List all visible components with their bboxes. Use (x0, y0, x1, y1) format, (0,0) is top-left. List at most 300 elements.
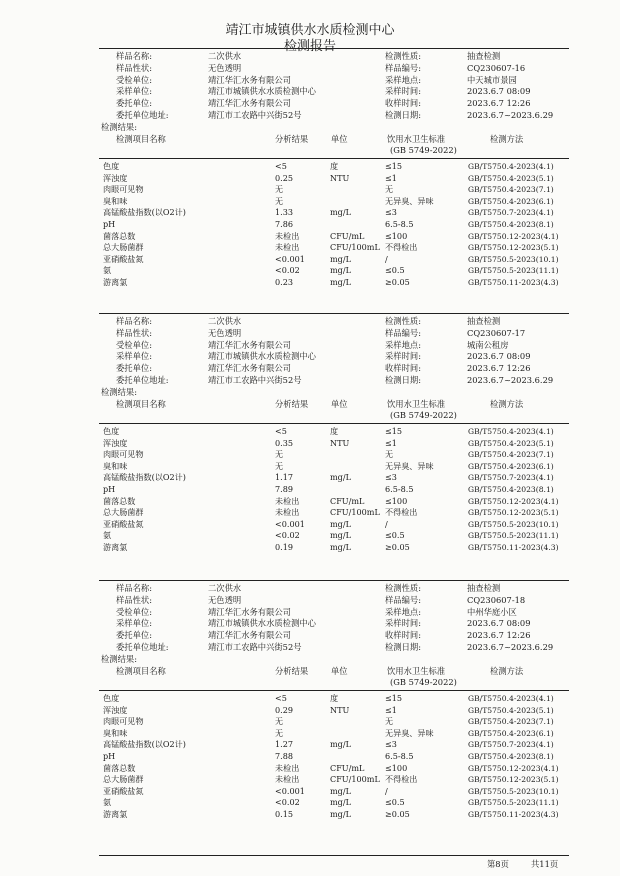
table-row (99, 277, 569, 288)
item-name: 臭和味 (103, 195, 128, 206)
result-value: 7.88 (275, 751, 294, 761)
unit-value: mg/L (330, 277, 351, 287)
result-value: <5 (275, 693, 287, 703)
item-name: 氨 (103, 530, 112, 541)
method-value: GB/T5750.4-2023(4.1) (468, 162, 554, 171)
result-value: 无 (275, 195, 284, 206)
standard-value: / (385, 785, 388, 796)
result-value: <0.001 (275, 518, 305, 529)
info-row (99, 362, 569, 374)
table-row (99, 716, 569, 727)
item-name: 色度 (103, 426, 120, 436)
result-value: 未检出 (275, 495, 300, 506)
method-value: GB/T5750.4-2023(5.1) (468, 173, 554, 183)
result-value: <0.02 (275, 797, 300, 808)
method-value: GB/T5750.12-2023(4.1) (468, 231, 559, 241)
result-value: <0.02 (275, 530, 300, 541)
info-label: 委托单位: (116, 363, 152, 374)
info-value-sampling-time: 2023.6.7 08:09 (467, 618, 531, 629)
info-label: 受检单位: (116, 74, 152, 85)
item-name: 浑浊度 (103, 437, 128, 448)
column-header-unit: 单位 (331, 399, 348, 409)
info-value-sample-name: 二次供水 (208, 316, 242, 326)
info-value-test-type: 抽查检测 (467, 316, 501, 326)
result-value: 0.29 (275, 704, 294, 715)
info-label: 检测日期: (385, 642, 421, 652)
standard-value: ≤3 (385, 472, 397, 483)
standard-value: 无 (385, 716, 394, 727)
table-row (99, 265, 569, 276)
info-value-tested-unit: 靖江华汇水务有限公司 (208, 74, 291, 85)
method-value: GB/T5750.7-2023(4.1) (468, 473, 554, 483)
column-header-result: 分析结果 (275, 399, 309, 409)
result-value: <0.001 (275, 253, 305, 264)
info-label: 收样时间: (385, 630, 421, 641)
method-value: GB/T5750.4-2023(5.1) (468, 705, 554, 715)
result-value: 0.25 (275, 172, 294, 183)
page-total: 共11页 (531, 859, 559, 869)
table-row (99, 207, 569, 218)
unit-value: CFU/mL (330, 230, 365, 241)
info-label: 采样时间: (385, 351, 421, 362)
item-name: 菌落总数 (103, 495, 136, 506)
unit-value: mg/L (330, 797, 351, 808)
table-row (99, 472, 569, 483)
unit-value: mg/L (330, 265, 351, 276)
info-label: 收样时间: (385, 98, 421, 109)
item-name: 亚硝酸盐氮 (103, 253, 144, 264)
info-label: 采样地点: (385, 606, 421, 617)
table-row (99, 438, 569, 449)
result-value: 未检出 (275, 762, 300, 773)
unit-value: mg/L (330, 253, 351, 264)
info-value-client-address: 靖江市工农路中兴街52号 (208, 375, 302, 385)
info-value-test-type: 抽查检测 (467, 51, 501, 61)
info-row (99, 617, 569, 629)
standard-value: ≥0.05 (385, 277, 410, 287)
unit-value: mg/L (330, 785, 351, 796)
table-row (99, 519, 569, 530)
unit-value: NTU (330, 172, 350, 183)
item-name: 肉眼可见物 (103, 716, 144, 727)
item-name: pH (103, 751, 116, 761)
sample-block (99, 313, 569, 576)
item-name: 总大肠菌群 (103, 242, 144, 253)
page-footer (99, 855, 569, 869)
info-label: 采样时间: (385, 618, 421, 629)
table-row (99, 184, 569, 195)
unit-value: 度 (330, 426, 339, 436)
method-value: GB/T5750.12-2023(5.1) (468, 508, 559, 518)
unit-value: CFU/mL (330, 495, 365, 506)
result-value: 0.35 (275, 437, 294, 448)
info-label: 采样单位: (116, 618, 152, 629)
info-label: 采样地点: (385, 339, 421, 350)
info-value-sampling-unit: 靖江市城镇供水水质检测中心 (208, 618, 316, 629)
result-value: 0.15 (275, 809, 294, 819)
info-value-sample-nature: 无色透明 (208, 62, 242, 73)
standard-value: 不得检出 (385, 507, 418, 518)
unit-value: CFU/100mL (330, 774, 380, 785)
standard-value: ≤15 (385, 161, 403, 171)
method-value: GB/T5750.5-2023(10.1) (468, 786, 559, 796)
info-value-sample-no: CQ230607-16 (467, 62, 526, 73)
result-value: 无 (275, 184, 284, 195)
column-header-standard-code: (GB 5749-2022) (390, 145, 457, 155)
info-label: 样品名称: (116, 316, 152, 326)
column-header-method: 检测方法 (490, 399, 524, 409)
standard-value: / (385, 518, 388, 529)
info-value-tested-unit: 靖江华汇水务有限公司 (208, 339, 291, 350)
standard-value: ≤3 (385, 207, 397, 218)
info-value-client-address: 靖江市工农路中兴街52号 (208, 110, 302, 120)
results-label: 检测结果: (101, 387, 137, 397)
info-value-sample-nature: 无色透明 (208, 327, 242, 338)
unit-value: CFU/100mL (330, 507, 380, 518)
table-row (99, 530, 569, 541)
report-subtitle: 检测报告 (283, 39, 336, 54)
table-row (99, 809, 569, 820)
info-row (99, 339, 569, 351)
page-number: 第8页 (487, 859, 509, 869)
column-header-standard: 饮用水卫生标准 (387, 134, 446, 144)
info-value-test-type: 抽查检测 (467, 583, 501, 593)
info-label: 样品编号: (385, 62, 421, 73)
column-header-item: 检测项目名称 (116, 134, 166, 144)
info-row (99, 97, 569, 109)
standard-value: ≤1 (385, 437, 397, 448)
info-value-sample-nature: 无色透明 (208, 594, 242, 605)
info-value-client-address: 靖江市工农路中兴街52号 (208, 642, 302, 652)
standard-value: ≤0.5 (385, 797, 405, 808)
column-header-item: 检测项目名称 (116, 399, 166, 409)
result-value: 未检出 (275, 507, 300, 518)
header-rule (99, 158, 569, 159)
info-value-test-date: 2023.6.7~2023.6.29 (467, 642, 554, 652)
header-rule (99, 690, 569, 691)
info-value-sampling-unit: 靖江市城镇供水水质检测中心 (208, 351, 316, 362)
info-value-test-date: 2023.6.7~2023.6.29 (467, 110, 554, 120)
results-label: 检测结果: (101, 654, 137, 664)
method-value: GB/T5750.5-2023(10.1) (468, 519, 559, 529)
unit-value: mg/L (330, 207, 351, 218)
table-row (99, 161, 569, 172)
method-value: GB/T5750.11-2023(4.3) (468, 810, 559, 819)
info-label: 采样时间: (385, 86, 421, 97)
item-name: 总大肠菌群 (103, 507, 144, 518)
info-row (99, 50, 569, 62)
table-row (99, 542, 569, 553)
table-row (99, 786, 569, 797)
standard-value: ≥0.05 (385, 809, 410, 819)
item-name: 高锰酸盐指数(以O2计) (103, 207, 186, 218)
result-value: 无 (275, 460, 284, 471)
item-name: 氨 (103, 797, 112, 808)
info-row (99, 594, 569, 606)
result-value: 未检出 (275, 230, 300, 241)
table-row (99, 219, 569, 230)
method-value: GB/T5750.12-2023(5.1) (468, 775, 559, 785)
method-value: GB/T5750.7-2023(4.1) (468, 208, 554, 218)
info-value-sample-name: 二次供水 (208, 583, 242, 593)
table-row (99, 173, 569, 184)
standard-value: ≤0.5 (385, 530, 405, 541)
info-row (99, 74, 569, 86)
column-header-standard: 饮用水卫生标准 (387, 399, 446, 409)
info-label: 受检单位: (116, 339, 152, 350)
table-row (99, 693, 569, 704)
info-value-tested-unit: 靖江华汇水务有限公司 (208, 606, 291, 617)
method-value: GB/T5750.12-2023(5.1) (468, 243, 559, 253)
table-row (99, 449, 569, 460)
info-value-client-unit: 靖江华汇水务有限公司 (208, 630, 291, 641)
unit-value: mg/L (330, 472, 351, 483)
info-label: 委托单位地址: (116, 375, 169, 385)
info-row (99, 327, 569, 339)
standard-value: 无异臭、异味 (385, 460, 434, 471)
info-label: 委托单位: (116, 630, 152, 641)
table-row (99, 231, 569, 242)
method-value: GB/T5750.5-2023(11.1) (468, 798, 559, 808)
result-value: 无 (275, 716, 284, 727)
method-value: GB/T5750.7-2023(4.1) (468, 740, 554, 750)
result-value: 7.86 (275, 219, 294, 229)
standard-value: 无 (385, 449, 394, 460)
standard-value: ≤1 (385, 172, 397, 183)
unit-value: mg/L (330, 530, 351, 541)
result-value: <5 (275, 426, 287, 436)
result-value: 1.27 (275, 739, 294, 750)
method-value: GB/T5750.4-2023(6.1) (468, 728, 554, 738)
results-label: 检测结果: (101, 122, 137, 132)
standard-value: ≤100 (385, 762, 408, 773)
result-value: 1.33 (275, 207, 294, 218)
info-label: 样品编号: (385, 327, 421, 338)
sample-block (99, 48, 569, 311)
info-label: 检测日期: (385, 110, 421, 120)
table-row (99, 797, 569, 808)
standard-value: 6.5-8.5 (385, 751, 414, 761)
info-label: 样品名称: (116, 583, 152, 593)
result-value: 无 (275, 449, 284, 460)
unit-value: 度 (330, 161, 339, 171)
column-header-method: 检测方法 (490, 666, 524, 676)
info-value-sampling-place: 城南公租房 (467, 339, 509, 350)
table-row (99, 728, 569, 739)
item-name: 臭和味 (103, 727, 128, 738)
table-row (99, 196, 569, 207)
standard-value: / (385, 253, 388, 264)
item-name: 色度 (103, 161, 120, 171)
item-name: 高锰酸盐指数(以O2计) (103, 472, 186, 483)
method-value: GB/T5750.4-2023(7.1) (468, 450, 554, 460)
info-row (99, 109, 569, 121)
standard-value: ≤1 (385, 704, 397, 715)
item-name: 氨 (103, 265, 112, 276)
info-label: 检测性质: (385, 316, 421, 326)
column-header-standard-code: (GB 5749-2022) (390, 677, 457, 687)
item-name: 肉眼可见物 (103, 184, 144, 195)
info-value-client-unit: 靖江华汇水务有限公司 (208, 98, 291, 109)
info-value-sample-no: CQ230607-18 (467, 594, 526, 605)
info-value-sampling-time: 2023.6.7 08:09 (467, 351, 531, 362)
method-value: GB/T5750.11-2023(4.3) (468, 278, 559, 287)
info-value-test-date: 2023.6.7~2023.6.29 (467, 375, 554, 385)
method-value: GB/T5750.4-2023(4.1) (468, 427, 554, 436)
info-label: 采样单位: (116, 86, 152, 97)
method-value: GB/T5750.4-2023(4.1) (468, 694, 554, 703)
result-value: <0.001 (275, 785, 305, 796)
info-value-sampling-place: 中天城市景园 (467, 74, 517, 85)
info-value-sample-name: 二次供水 (208, 51, 242, 61)
info-row (99, 582, 569, 594)
standard-value: 无异臭、异味 (385, 727, 434, 738)
standard-value: 6.5-8.5 (385, 219, 414, 229)
standard-value: ≤100 (385, 230, 408, 241)
info-label: 样品性状: (116, 62, 152, 73)
column-header-standard-code: (GB 5749-2022) (390, 410, 457, 420)
unit-value: mg/L (330, 542, 351, 552)
standard-value: ≤100 (385, 495, 408, 506)
info-label: 采样地点: (385, 74, 421, 85)
method-value: GB/T5750.5-2023(11.1) (468, 266, 559, 276)
table-row (99, 496, 569, 507)
table-row (99, 242, 569, 253)
info-row (99, 85, 569, 97)
column-header-standard: 饮用水卫生标准 (387, 666, 446, 676)
item-name: 总大肠菌群 (103, 774, 144, 785)
item-name: 亚硝酸盐氮 (103, 518, 144, 529)
standard-value: 不得检出 (385, 242, 418, 253)
info-label: 样品性状: (116, 594, 152, 605)
unit-value: mg/L (330, 809, 351, 819)
unit-value: 度 (330, 693, 339, 703)
info-label: 样品名称: (116, 51, 152, 61)
info-value-sampling-time: 2023.6.7 08:09 (467, 86, 531, 97)
report-org-title: 靖江市城镇供水水质检测中心 (225, 23, 395, 38)
standard-value: ≤3 (385, 739, 397, 750)
result-value: 无 (275, 727, 284, 738)
standard-value: 无异臭、异味 (385, 195, 434, 206)
info-row (99, 629, 569, 641)
column-header-unit: 单位 (331, 134, 348, 144)
item-name: 臭和味 (103, 460, 128, 471)
info-value-client-unit: 靖江华汇水务有限公司 (208, 363, 291, 374)
info-row (99, 374, 569, 386)
header-rule (99, 423, 569, 424)
table-row (99, 484, 569, 495)
info-label: 委托单位地址: (116, 642, 169, 652)
info-value-receive-time: 2023.6.7 12:26 (467, 630, 531, 641)
info-row (99, 350, 569, 362)
item-name: 菌落总数 (103, 230, 136, 241)
item-name: 色度 (103, 693, 120, 703)
info-label: 受检单位: (116, 606, 152, 617)
result-value: 7.89 (275, 484, 294, 494)
standard-value: 不得检出 (385, 774, 418, 785)
info-value-sampling-place: 中州华庭小区 (467, 606, 517, 617)
column-header-method: 检测方法 (490, 134, 524, 144)
info-value-sample-no: CQ230607-17 (467, 327, 526, 338)
item-name: 浑浊度 (103, 704, 128, 715)
item-name: 亚硝酸盐氮 (103, 785, 144, 796)
result-value: 未检出 (275, 774, 300, 785)
result-value: <0.02 (275, 265, 300, 276)
standard-value: 6.5-8.5 (385, 484, 414, 494)
method-value: GB/T5750.12-2023(4.1) (468, 763, 559, 773)
table-row (99, 426, 569, 437)
table-row (99, 774, 569, 785)
standard-value: ≤15 (385, 426, 403, 436)
standard-value: ≤15 (385, 693, 403, 703)
method-value: GB/T5750.5-2023(10.1) (468, 254, 559, 264)
unit-value: CFU/100mL (330, 242, 380, 253)
info-value-receive-time: 2023.6.7 12:26 (467, 98, 531, 109)
unit-value: NTU (330, 437, 350, 448)
item-name: pH (103, 484, 116, 494)
item-name: pH (103, 219, 116, 229)
item-name: 游离氯 (103, 542, 128, 552)
column-header-result: 分析结果 (275, 666, 309, 676)
info-label: 委托单位: (116, 98, 152, 109)
column-header-result: 分析结果 (275, 134, 309, 144)
result-value: 0.23 (275, 277, 294, 287)
method-value: GB/T5750.4-2023(6.1) (468, 461, 554, 471)
item-name: 高锰酸盐指数(以O2计) (103, 739, 186, 750)
info-value-sampling-unit: 靖江市城镇供水水质检测中心 (208, 86, 316, 97)
result-value: <5 (275, 161, 287, 171)
unit-value: CFU/mL (330, 762, 365, 773)
method-value: GB/T5750.4-2023(7.1) (468, 717, 554, 727)
info-label: 检测日期: (385, 375, 421, 385)
table-row (99, 507, 569, 518)
info-value-receive-time: 2023.6.7 12:26 (467, 363, 531, 374)
item-name: 浑浊度 (103, 172, 128, 183)
table-row (99, 763, 569, 774)
method-value: GB/T5750.4-2023(8.1) (468, 752, 554, 761)
unit-value: mg/L (330, 518, 351, 529)
method-value: GB/T5750.12-2023(4.1) (468, 496, 559, 506)
info-row (99, 606, 569, 618)
method-value: GB/T5750.4-2023(5.1) (468, 438, 554, 448)
info-label: 样品性状: (116, 327, 152, 338)
info-label: 检测性质: (385, 583, 421, 593)
method-value: GB/T5750.4-2023(7.1) (468, 185, 554, 195)
info-row (99, 315, 569, 327)
standard-value: 无 (385, 184, 394, 195)
column-header-unit: 单位 (331, 666, 348, 676)
info-label: 委托单位地址: (116, 110, 169, 120)
method-value: GB/T5750.4-2023(6.1) (468, 196, 554, 206)
item-name: 游离氯 (103, 277, 128, 287)
table-row (99, 705, 569, 716)
result-value: 0.19 (275, 542, 294, 552)
sample-block (99, 580, 569, 843)
method-value: GB/T5750.5-2023(11.1) (468, 531, 559, 541)
result-value: 未检出 (275, 242, 300, 253)
unit-value: mg/L (330, 739, 351, 750)
item-name: 菌落总数 (103, 762, 136, 773)
method-value: GB/T5750.4-2023(8.1) (468, 220, 554, 229)
column-header-item: 检测项目名称 (116, 666, 166, 676)
table-row (99, 254, 569, 265)
unit-value: NTU (330, 704, 350, 715)
info-label: 收样时间: (385, 363, 421, 374)
table-row (99, 739, 569, 750)
info-label: 采样单位: (116, 351, 152, 362)
info-label: 检测性质: (385, 51, 421, 61)
info-row (99, 62, 569, 74)
